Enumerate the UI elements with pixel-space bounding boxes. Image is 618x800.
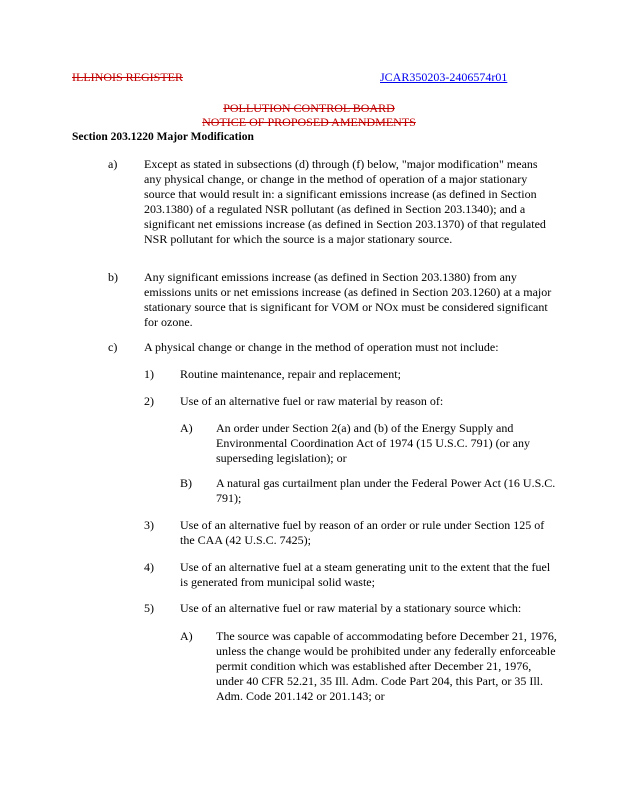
item-text-c5: Use of an alternative fuel or raw material by a stationary source which: — [180, 601, 522, 615]
item-label-b: b) — [108, 270, 118, 284]
item-text-c5a: The source was capable of accommodating before December 21, 1976, unless the change would be prohibited under any federally enforceable permit condition which was established after December 21, 1976, under 40 CFR 52.21, 35 Ill. Adm. Code Part 204, this Part, or 35 Ill. Adm. Code 201.142 or 201.143; or — [216, 629, 557, 703]
item-text-c1: Routine maintenance, repair and replacement; — [180, 367, 401, 381]
item-label-c3: 3) — [144, 518, 154, 532]
item-label-c5a: A) — [180, 629, 193, 643]
item-text-c: A physical change or change in the method of operation must not include: — [144, 340, 499, 354]
board-title: POLLUTION CONTROL BOARD — [223, 101, 395, 115]
item-text-c3: Use of an alternative fuel by reason of an order or rule under Section 125 of the CAA (42 U.S.C. 7425); — [180, 518, 545, 547]
jcar-link[interactable]: JCAR350203-2406574r01 — [380, 70, 508, 84]
item-label-c: c) — [108, 340, 118, 354]
item-label-c2: 2) — [144, 394, 154, 408]
item-label-c1: 1) — [144, 367, 154, 381]
item-text-b: Any significant emissions increase (as defined in Section 203.1380) from any emissions units or net emissions increase (as defined in Section 203.1260) at a major stationary source that is significant for VOM or NOx must be considered significant for ozone. — [144, 270, 552, 329]
item-text-c2: Use of an alternative fuel or raw material by reason of: — [180, 394, 444, 408]
register-header: ILLINOIS REGISTER — [72, 70, 183, 84]
section-heading: Section 203.1220 Major Modification — [72, 131, 254, 143]
notice-title: NOTICE OF PROPOSED AMENDMENTS — [202, 115, 416, 129]
item-label-c2a: A) — [180, 421, 193, 435]
item-label-c2b: B) — [180, 476, 192, 490]
item-label-c4: 4) — [144, 560, 154, 574]
item-text-c2b: A natural gas curtailment plan under the Federal Power Act (16 U.S.C. 791); — [216, 476, 556, 505]
item-text-a: Except as stated in subsections (d) through (f) below, "major modification" means any physical change, or change in the method of operation of a major stationary source that would result in: a significant emissions increase (as defined in Section 203.1380) of a regulated NSR pollutant (as defined in Section 203.1340); and a significant net emissions increase (as defined in Section 203.1370) of that regulated NSR pollutant for which the source is a major stationary source. — [144, 157, 546, 246]
item-label-a: a) — [108, 157, 118, 171]
item-label-c5: 5) — [144, 601, 154, 615]
item-text-c2a: An order under Section 2(a) and (b) of the Energy Supply and Environmental Coordination Act of 1974 (15 U.S.C. 791) (or any superseding legislation); or — [216, 421, 530, 465]
item-text-c4: Use of an alternative fuel at a steam generating unit to the extent that the fuel is generated from municipal solid waste; — [180, 560, 551, 589]
